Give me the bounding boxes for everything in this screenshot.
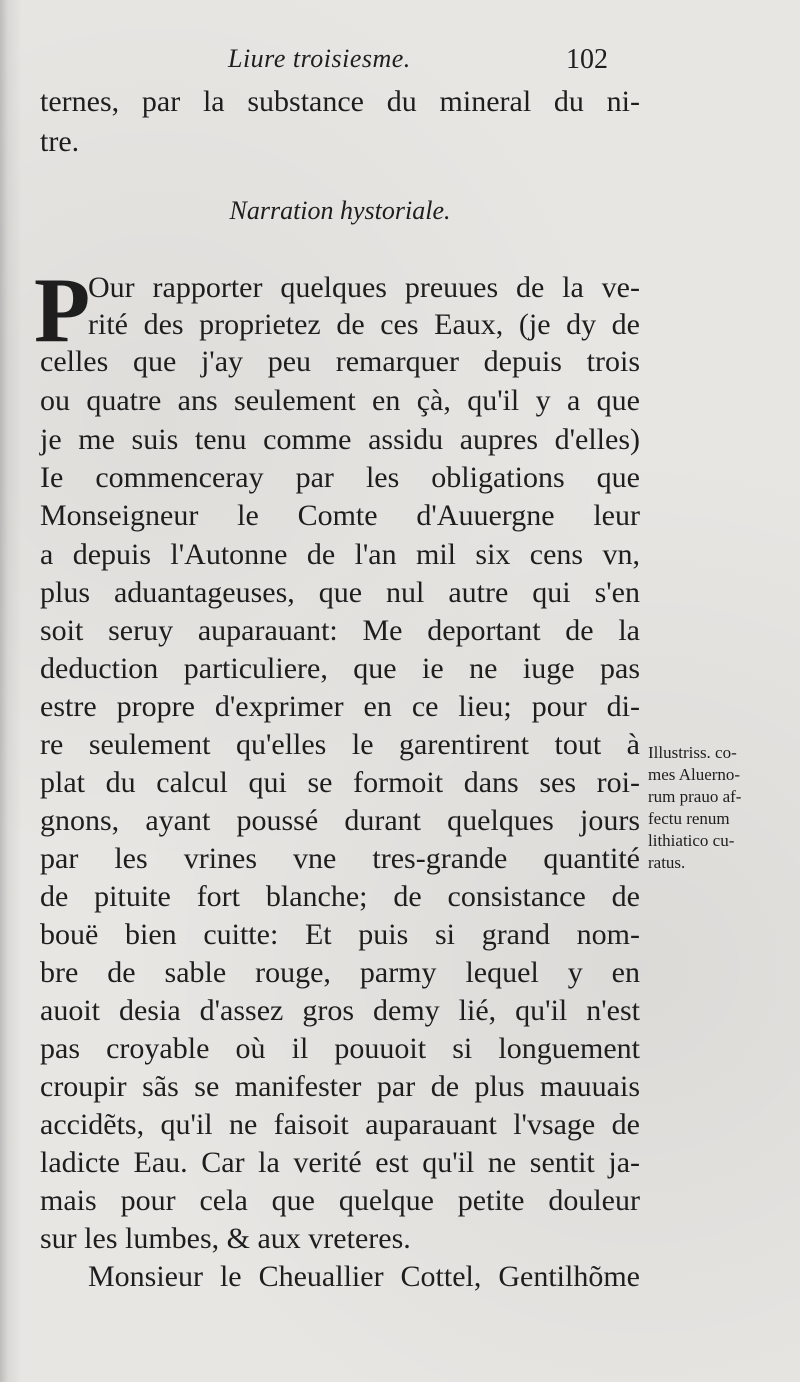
text-line: pas croyable où il pouuoit si longuement: [40, 1032, 640, 1065]
margin-note-line: fectu renum: [648, 809, 730, 828]
text-line: sur les lumbes, & aux vreteres.: [40, 1222, 411, 1255]
margin-note-line: Illustriss. co-: [648, 743, 737, 762]
text-line: tre.: [40, 125, 80, 158]
margin-note-line: lithiatico cu-: [648, 831, 735, 850]
text-line: plus aduantageuses, que nul autre qui s'en: [40, 576, 640, 609]
text-line: ternes, par la substance du mineral du ni-: [40, 85, 640, 118]
text-line: celles que j'ay peu remarquer depuis trois: [40, 345, 640, 378]
text-line: accidẽts, qu'il ne faisoit auparauant l'vsage de: [40, 1108, 640, 1141]
text-line: ladicte Eau. Car la verité est qu'il ne sentit ja-: [40, 1146, 640, 1179]
drop-cap-initial: P: [34, 259, 91, 361]
text-line: estre propre d'exprimer en ce lieu; pour di-: [40, 690, 640, 723]
text-line: deduction particuliere, que ie ne iuge pas: [40, 652, 640, 685]
text-line: par les vrines vne tres-grande quantité: [40, 842, 640, 875]
margin-note-line: rum prauo af-: [648, 787, 742, 806]
text-line: je me suis tenu comme assidu aupres d'elles): [40, 423, 640, 456]
text-line: soit seruy auparauant: Me deportant de la: [40, 614, 640, 647]
text-line: rité des proprietez de ces Eaux, (je dy de: [88, 308, 640, 341]
running-title: Liure troisiesme.: [228, 44, 411, 73]
text-line: croupir sãs se manifester par de plus mauuais: [40, 1070, 640, 1103]
text-line: auoit desia d'assez gros demy lié, qu'il n'est: [40, 994, 640, 1027]
text-line: a depuis l'Autonne de l'an mil six cens vn,: [40, 538, 640, 571]
text-line: Our rapporter quelques preuues de la ve-: [88, 271, 640, 304]
section-heading: Narration hystoriale.: [229, 196, 451, 225]
text-line: plat du calcul qui se formoit dans ses roi-: [40, 766, 640, 799]
margin-note-line: mes Aluerno-: [648, 765, 741, 784]
text-line: re seulement qu'elles le garentirent tout à: [40, 728, 640, 761]
text-line: de pituite fort blanche; de consistance de: [40, 880, 640, 913]
text-line: Monsieur le Cheuallier Cottel, Gentilhõme: [88, 1260, 640, 1293]
text-line: ou quatre ans seulement en çà, qu'il y a que: [40, 384, 640, 417]
text-line: bouë bien cuitte: Et puis si grand nom-: [40, 918, 640, 951]
text-line: bre de sable rouge, parmy lequel y en: [40, 956, 640, 989]
text-line: Ie commenceray par les obligations que: [40, 461, 640, 494]
text-line: Monseigneur le Comte d'Auuergne leur: [40, 499, 640, 532]
text-line: gnons, ayant poussé durant quelques jours: [40, 804, 640, 837]
text-line: mais pour cela que quelque petite douleur: [40, 1184, 640, 1217]
page-number: 102: [566, 44, 608, 75]
margin-note-line: ratus.: [648, 853, 686, 872]
